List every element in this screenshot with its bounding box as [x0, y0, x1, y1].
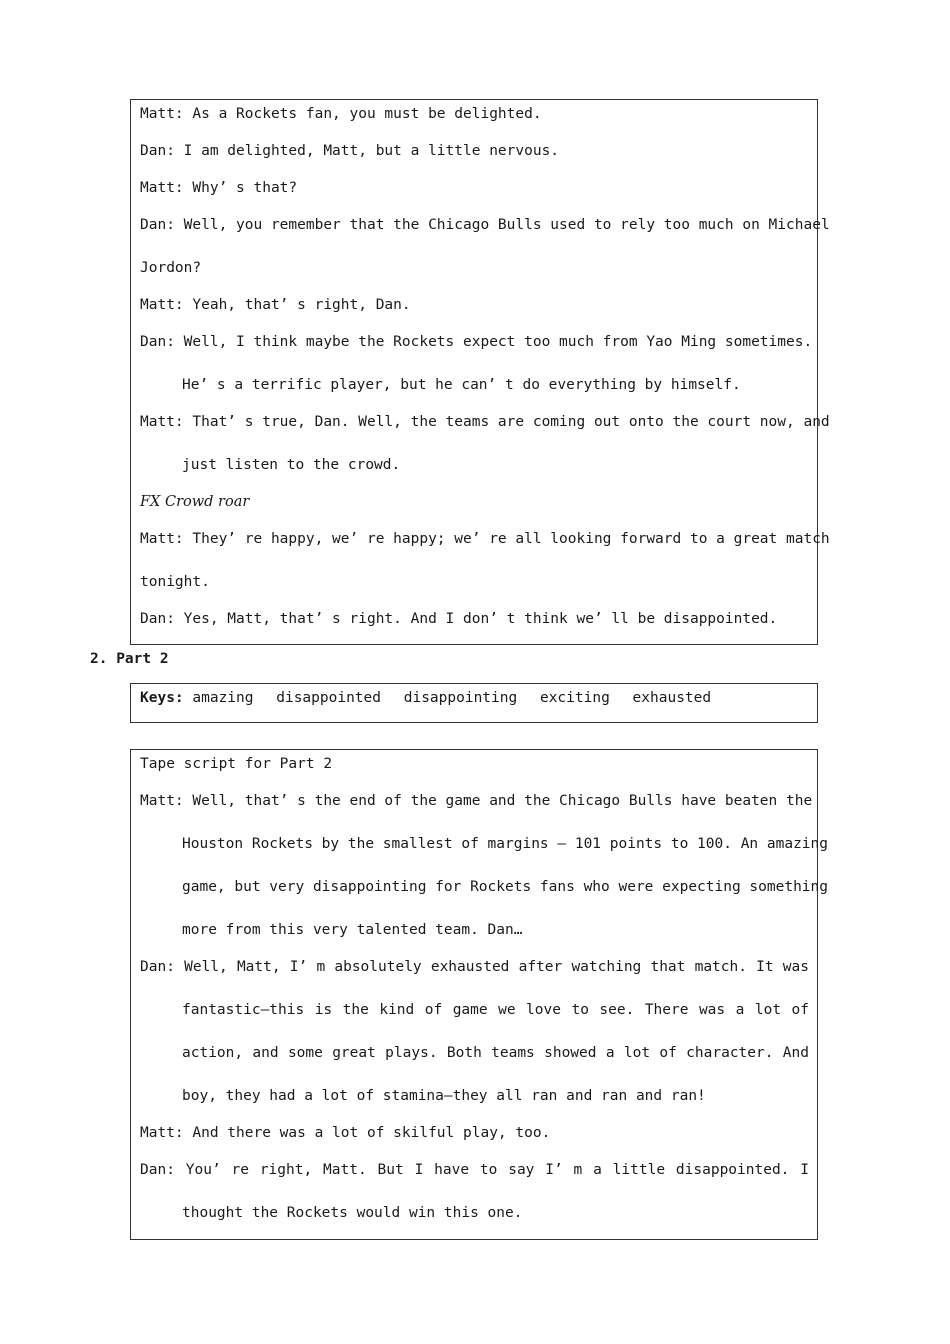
keys-box: [130, 683, 818, 723]
key-word: amazing: [192, 690, 254, 706]
script-line: Jordon?: [140, 260, 202, 276]
script-title: Tape script for Part 2: [140, 756, 333, 772]
part2-script-box: [130, 749, 829, 1240]
script-line: Dan: Yes, Matt, that’ s right. And I don’ t think we’ ll be disappointed.: [140, 611, 778, 627]
script-line: action, and some great plays. Both teams showed a lot of character. And: [182, 1045, 809, 1061]
script-line: Dan: Well, Matt, I’ m absolutely exhausted after watching that match. It was: [140, 959, 809, 975]
script-line: He’ s a terrific player, but he can’ t do everything by himself.: [182, 377, 741, 393]
script-line: Matt: And there was a lot of skilful play, too.: [140, 1125, 551, 1141]
script-line: Dan: You’ re right, Matt. But I have to say I’ m a little disappointed. I: [140, 1162, 809, 1178]
script-line: boy, they had a lot of stamina—they all ran and ran and ran!: [182, 1088, 706, 1104]
script-line: Matt: As a Rockets fan, you must be delighted.: [140, 106, 542, 122]
script-line: tonight.: [140, 574, 210, 590]
script-line: Matt: Well, that’ s the end of the game and the Chicago Bulls have beaten the: [140, 793, 813, 809]
section-heading: 2. Part 2: [90, 651, 169, 667]
key-word: disappointed: [276, 690, 381, 706]
script-line: fantastic—this is the kind of game we love to see. There was a lot of: [182, 1002, 809, 1018]
script-line: Houston Rockets by the smallest of margins – 101 points to 100. An amazing: [182, 836, 829, 852]
script-line: Matt: Why’ s that?: [140, 180, 298, 196]
script-line: more from this very talented team. Dan…: [182, 922, 523, 938]
script-line: Dan: I am delighted, Matt, but a little nervous.: [140, 143, 560, 159]
script-line: Matt: That’ s true, Dan. Well, the teams are coming out onto the court now, and: [140, 414, 830, 430]
keys-label: Keys:: [140, 690, 184, 706]
script-line: thought the Rockets would win this one.: [182, 1205, 523, 1221]
part1-script-box: [130, 99, 830, 645]
script-line: game, but very disappointing for Rockets fans who were expecting something: [182, 879, 829, 895]
script-line: just listen to the crowd.: [182, 457, 401, 473]
key-word: exciting: [539, 690, 610, 706]
script-line: Matt: Yeah, that’ s right, Dan.: [140, 297, 411, 313]
key-word: disappointing: [403, 690, 518, 706]
keys-line: [140, 688, 809, 708]
sound-effect-note: FX Crowd roar: [140, 494, 250, 510]
script-line: Matt: They’ re happy, we’ re happy; we’ re all looking forward to a great match: [140, 531, 830, 547]
key-word: exhausted: [632, 690, 712, 706]
script-line: Dan: Well, you remember that the Chicago Bulls used to rely too much on Michael: [140, 217, 830, 233]
script-line: Dan: Well, I think maybe the Rockets expect too much from Yao Ming sometimes.: [140, 334, 813, 350]
